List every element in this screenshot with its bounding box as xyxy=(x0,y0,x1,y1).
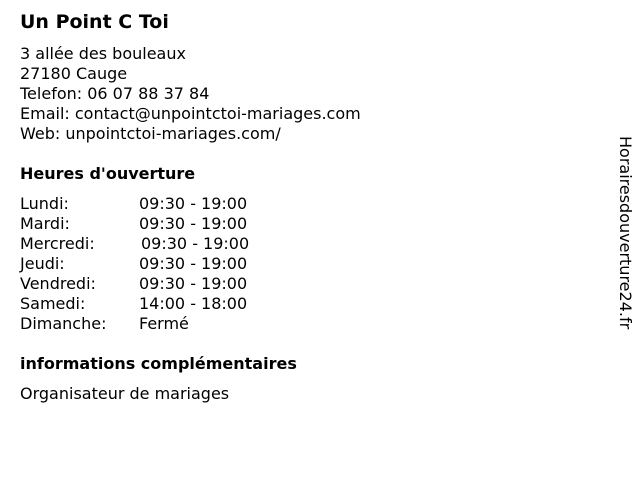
day-label: Mercredi: xyxy=(20,234,95,253)
site-watermark: Horairesdouverture24.fr xyxy=(616,136,635,330)
day-label: Lundi: xyxy=(20,194,69,213)
day-label: Samedi: xyxy=(20,294,86,313)
email-line: Email: contact@unpointctoi-mariages.com xyxy=(20,104,361,123)
info-heading: informations complémentaires xyxy=(20,354,297,373)
business-name: Un Point C Toi xyxy=(20,11,169,33)
business-category: Organisateur de mariages xyxy=(20,384,230,403)
time-value: 14:00 - 18:00 xyxy=(139,294,248,313)
address-block xyxy=(20,44,361,144)
day-label: Dimanche: xyxy=(20,314,107,333)
day-label: Mardi: xyxy=(20,214,70,233)
time-value: Fermé xyxy=(139,314,189,333)
time-value: 09:30 - 19:00 xyxy=(141,234,250,253)
time-value: 09:30 - 19:00 xyxy=(139,274,248,293)
time-value: 09:30 - 19:00 xyxy=(139,214,248,233)
time-value: 09:30 - 19:00 xyxy=(139,194,248,213)
web-line: Web: unpointctoi-mariages.com/ xyxy=(20,124,281,143)
time-value: 09:30 - 19:00 xyxy=(139,254,248,273)
day-label: Vendredi: xyxy=(20,274,96,293)
day-label: Jeudi: xyxy=(20,254,65,273)
address-city: 27180 Cauge xyxy=(20,64,128,83)
address-street: 3 allée des bouleaux xyxy=(20,44,186,63)
hours-heading: Heures d'ouverture xyxy=(20,164,196,183)
phone-line: Telefon: 06 07 88 37 84 xyxy=(20,84,210,103)
